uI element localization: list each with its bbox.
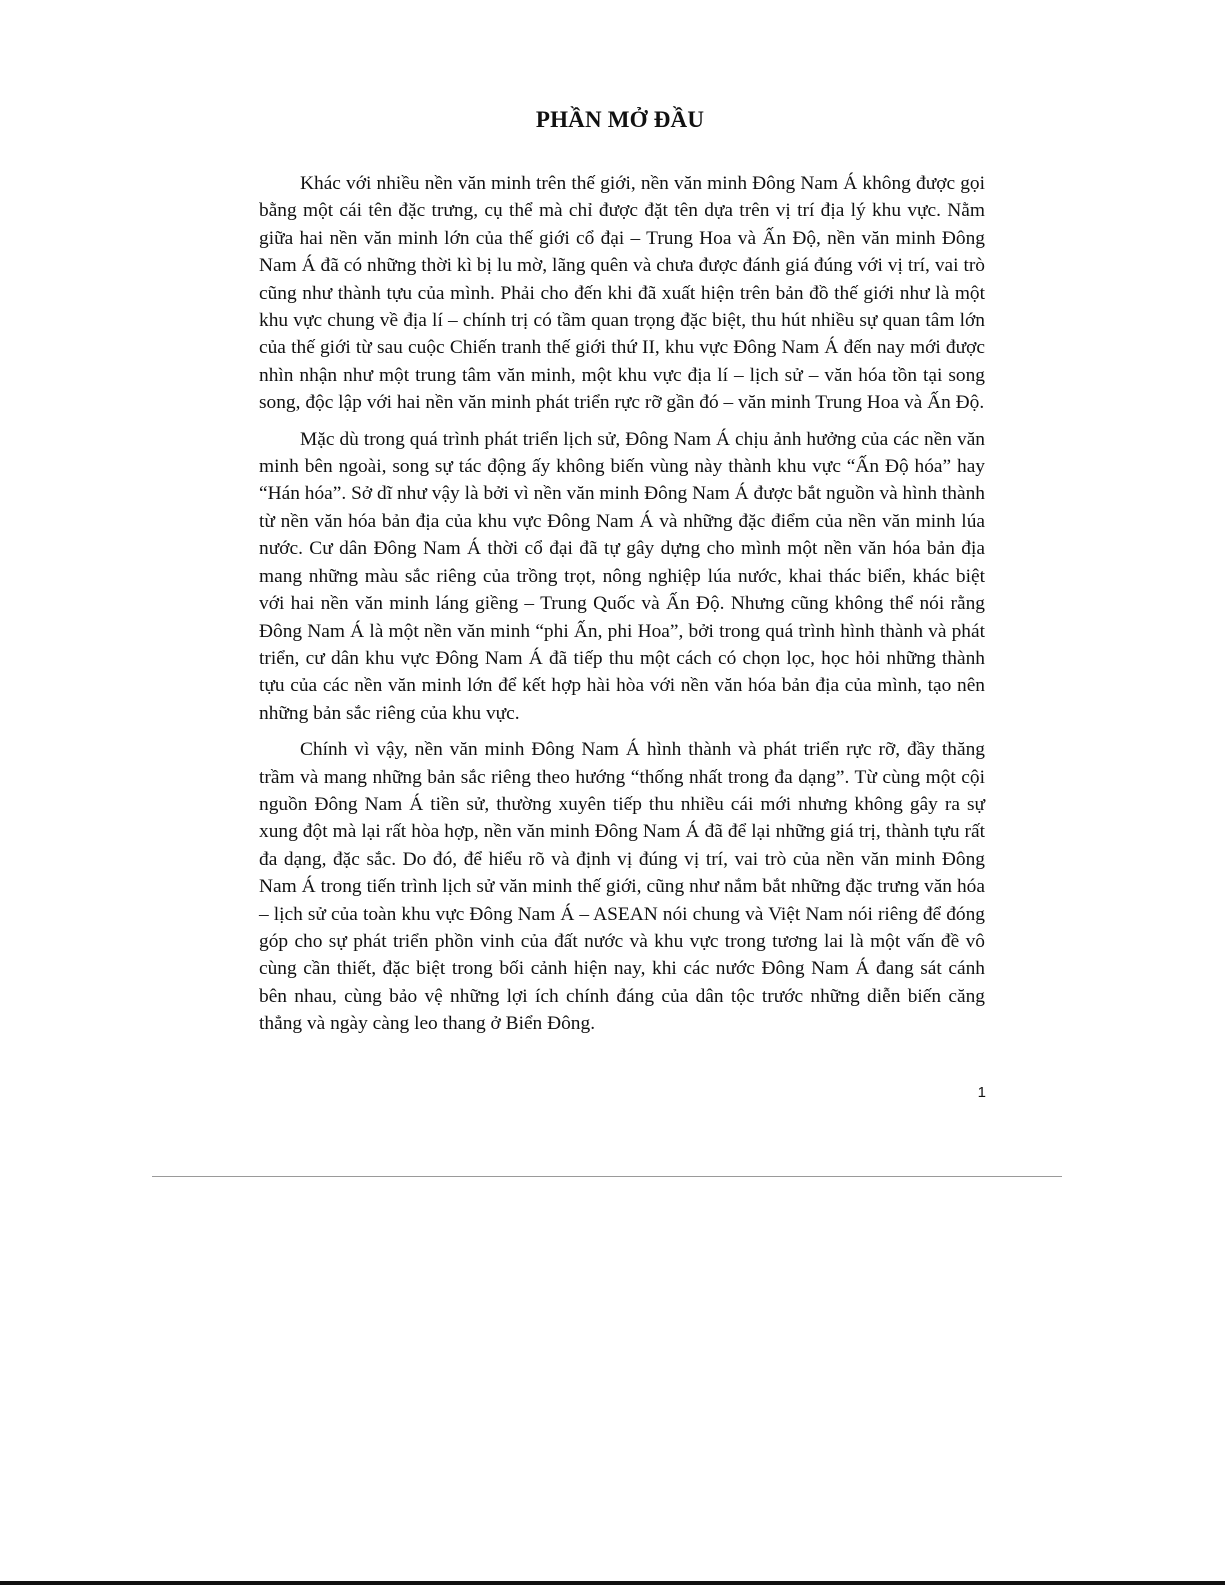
body-text bbox=[259, 170, 985, 1047]
paragraph-3: Chính vì vậy, nền văn minh Đông Nam Á hình thành và phát triển rực rỡ, đầy thăng trầm và mang những bản sắc riêng theo hướng “thống nhất trong đa dạng”. Từ cùng một cội nguồn Đông Nam Á tiền sử, thường xuyên tiếp thu nhiều cái mới nhưng không gây ra sự xung đột mà lại rất hòa hợp, nền văn minh Đông Nam Á đã để lại những giá trị, thành tựu rất đa dạng, đặc sắc. Do đó, để hiểu rõ và định vị đúng vị trí, vai trò của nền văn minh Đông Nam Á trong tiến trình lịch sử văn minh thế giới, cũng như nắm bắt những đặc trưng văn hóa – lịch sử của toàn khu vực Đông Nam Á – ASEAN nói chung và Việt Nam nói riêng để đóng góp cho sự phát triển phồn vinh của đất nước và khu vực trong tương lai là một vấn đề vô cùng cần thiết, đặc biệt trong bối cảnh hiện nay, khi các nước Đông Nam Á đang sát cánh bên nhau, cùng bảo vệ những lợi ích chính đáng của dân tộc trước những diễn biến căng thẳng và ngày càng leo thang ở Biển Đông. bbox=[259, 739, 985, 1035]
paragraph-1: Khác với nhiều nền văn minh trên thế giới, nền văn minh Đông Nam Á không được gọi bằng một cái tên đặc trưng, cụ thể mà chỉ được đặt tên dựa trên vị trí địa lý khu vực. Nằm giữa hai nền văn minh lớn của thế giới cổ đại – Trung Hoa và Ấn Độ, nền văn minh Đông Nam Á đã có những thời kì bị lu mờ, lãng quên và chưa được đánh giá đúng với vị trí, vai trò cũng như thành tựu của mình. Phải cho đến khi đã xuất hiện trên bản đồ thế giới như là một khu vực chung về địa lí – chính trị có tầm quan trọng đặc biệt, thu hút nhiều sự quan tâm lớn của thế giới từ sau cuộc Chiến tranh thế giới thứ II, khu vực Đông Nam Á đến nay mới được nhìn nhận như một trung tâm văn minh, một khu vực địa lí – lịch sử – văn hóa tồn tại song song, độc lập với hai nền văn minh phát triển rực rỡ gần đó – văn minh Trung Hoa và Ấn Độ. bbox=[259, 173, 985, 414]
page-number: 1 bbox=[977, 1084, 986, 1101]
bottom-edge bbox=[0, 1581, 1225, 1585]
page-title: PHẦN MỞ ĐẦU bbox=[535, 107, 705, 132]
page-divider bbox=[152, 1176, 1062, 1177]
paragraph-2: Mặc dù trong quá trình phát triển lịch sử, Đông Nam Á chịu ảnh hưởng của các nền văn minh bên ngoài, song sự tác động ấy không biến vùng này thành khu vực “Ấn Độ hóa” hay “Hán hóa”. Sở dĩ như vậy là bởi vì nền văn minh Đông Nam Á được bắt nguồn và hình thành từ nền văn hóa bản địa của khu vực Đông Nam Á và những đặc điểm của nền văn minh lúa nước. Cư dân Đông Nam Á thời cổ đại đã tự gây dựng cho mình một nền văn hóa bản địa mang những màu sắc riêng của trồng trọt, nông nghiệp lúa nước, khai thác biển, khác biệt với hai nền văn minh láng giềng – Trung Quốc và Ấn Độ. Nhưng cũng không thể nói rằng Đông Nam Á là một nền văn minh “phi Ấn, phi Hoa”, bởi trong quá trình hình thành và phát triển, cư dân khu vực Đông Nam Á đã tiếp thu một cách có chọn lọc, học hỏi những thành tựu của các nền văn minh lớn để kết hợp hài hòa với nền văn hóa bản địa của mình, tạo nên những bản sắc riêng của khu vực. bbox=[259, 428, 985, 724]
